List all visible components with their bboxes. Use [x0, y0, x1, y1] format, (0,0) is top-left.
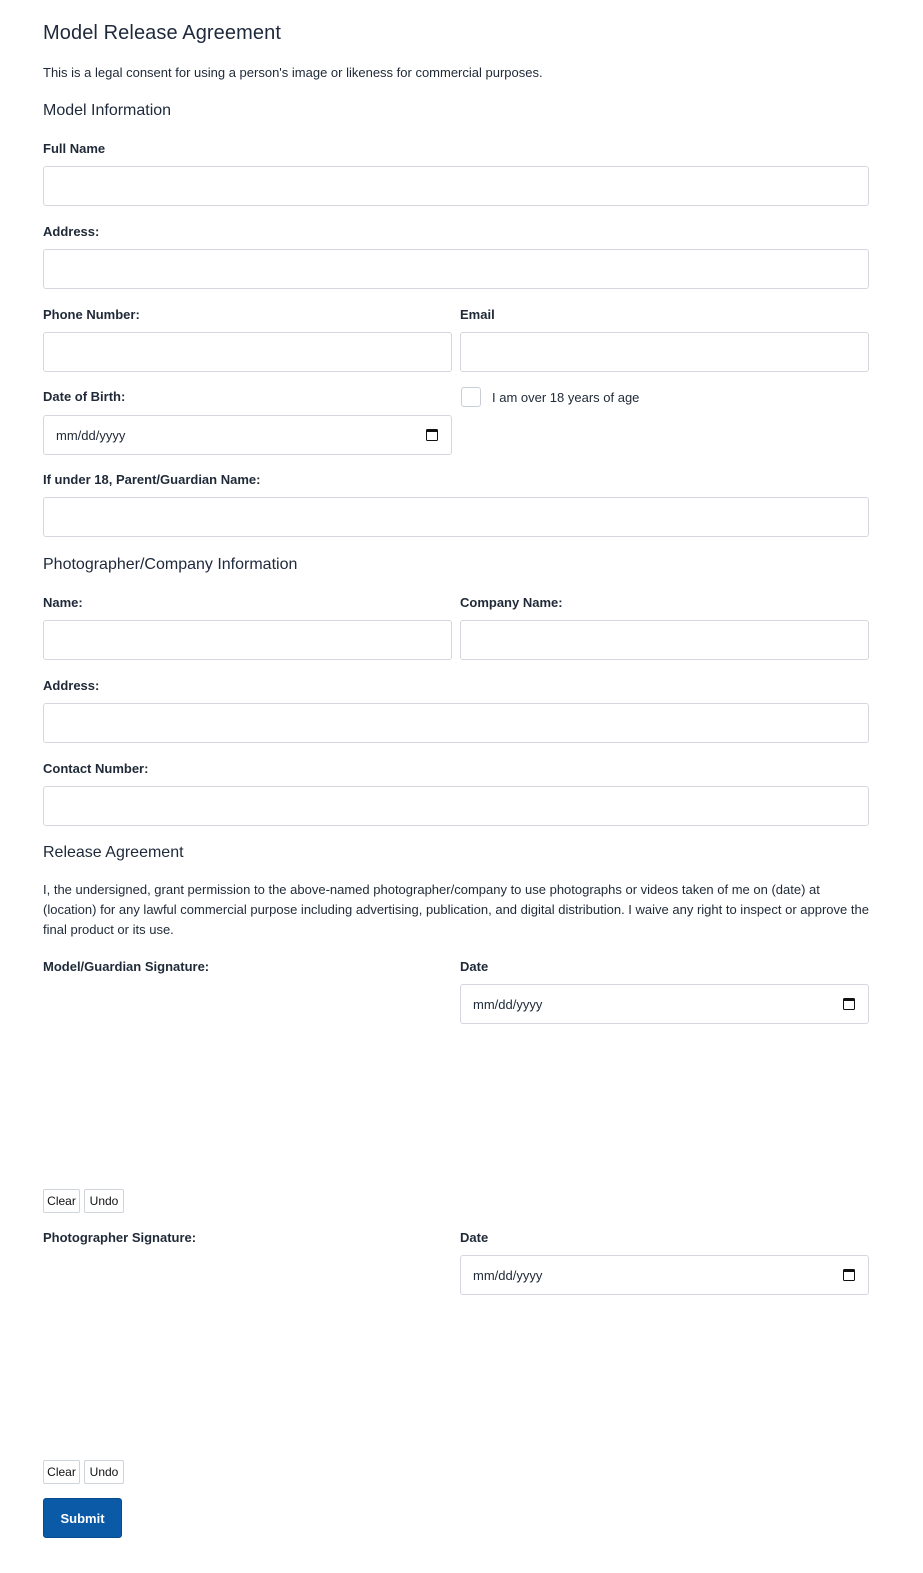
model-signature-pad[interactable]	[43, 982, 452, 1182]
over-18-checkbox[interactable]	[461, 387, 481, 407]
photographer-signature-clear-button[interactable]: Clear	[43, 1460, 80, 1484]
release-section-heading: Release Agreement	[43, 844, 184, 861]
photographer-name-label: Name:	[43, 595, 83, 610]
model-address-label: Address:	[43, 224, 100, 239]
model-signature-date-input[interactable]	[460, 984, 869, 1024]
photographer-signature-label: Photographer Signature:	[43, 1230, 197, 1245]
dob-date-input[interactable]	[43, 415, 452, 455]
model-date-label: Date	[460, 959, 489, 974]
calendar-icon[interactable]	[843, 1269, 855, 1281]
contact-number-label: Contact Number:	[43, 761, 149, 776]
company-name-label: Company Name:	[460, 595, 563, 610]
photographer-signature-date-input[interactable]	[460, 1255, 869, 1295]
photographer-name-input[interactable]	[43, 620, 452, 660]
guardian-label: If under 18, Parent/Guardian Name:	[43, 472, 261, 487]
email-input[interactable]	[460, 332, 869, 372]
photographer-address-input[interactable]	[43, 703, 869, 743]
photographer-signature-undo-button[interactable]: Undo	[84, 1460, 124, 1484]
photographer-address-label: Address:	[43, 678, 100, 693]
page-title: Model Release Agreement	[43, 22, 281, 44]
model-signature-clear-button[interactable]: Clear	[43, 1189, 80, 1213]
dob-placeholder: mm/dd/yyyy	[56, 427, 126, 443]
submit-button[interactable]: Submit	[43, 1498, 122, 1538]
contact-number-input[interactable]	[43, 786, 869, 826]
guardian-name-input[interactable]	[43, 497, 869, 537]
calendar-icon[interactable]	[843, 998, 855, 1010]
model-signature-undo-button[interactable]: Undo	[84, 1189, 124, 1213]
dob-label: Date of Birth:	[43, 389, 126, 404]
release-text: I, the undersigned, grant permission to the above-named photographer/company to use photographs or videos taken of me on (date) at (location) for any lawful commercial purpose including advertising, publication, and digital distribution. I waive any right to inspect or approve the final product or its use.	[43, 882, 869, 937]
photographer-signature-pad[interactable]	[43, 1253, 452, 1453]
photographer-section-heading: Photographer/Company Information	[43, 556, 298, 573]
phone-label: Phone Number:	[43, 307, 140, 322]
email-label: Email	[460, 307, 495, 322]
over-18-label[interactable]: I am over 18 years of age	[492, 390, 640, 405]
photographer-date-placeholder: mm/dd/yyyy	[473, 1267, 543, 1283]
model-section-heading: Model Information	[43, 102, 172, 119]
model-address-input[interactable]	[43, 249, 869, 289]
phone-input[interactable]	[43, 332, 452, 372]
full-name-label: Full Name	[43, 141, 106, 156]
photographer-date-label: Date	[460, 1230, 489, 1245]
full-name-input[interactable]	[43, 166, 869, 206]
model-signature-label: Model/Guardian Signature:	[43, 959, 210, 974]
model-date-placeholder: mm/dd/yyyy	[473, 996, 543, 1012]
company-name-input[interactable]	[460, 620, 869, 660]
intro-text: This is a legal consent for using a person's image or likeness for commercial purposes.	[43, 65, 543, 80]
calendar-icon[interactable]	[426, 429, 438, 441]
